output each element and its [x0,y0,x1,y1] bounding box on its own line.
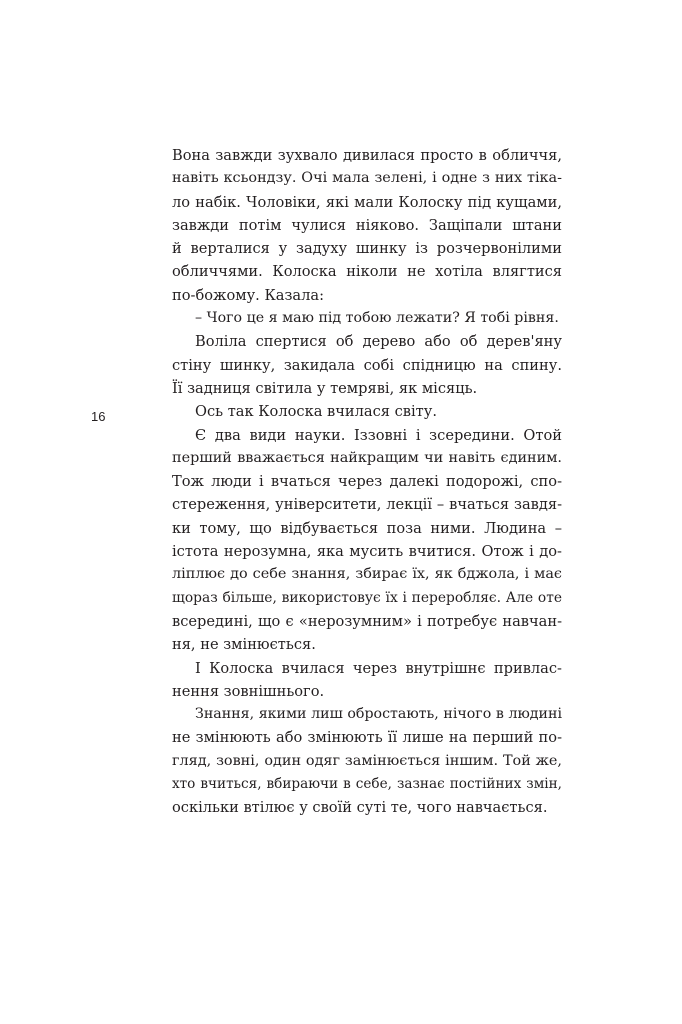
text-line: І Колоска вчилася через внутрішнє привлас- [195,659,562,677]
text-line: Тож люди і вчаться через далекі подорожі, спо- [172,473,562,491]
text-line: й верталися у задуху шинку із розчервонілими [172,240,562,258]
text-line: гляд, зовні, один одяг замінюється іншим. Той же, [172,752,562,769]
text-line: нення зовнішнього. [172,682,325,700]
text-line: стіну шинку, закидала собі спідницю на спину. [172,356,562,374]
text-line: не змінюють або змінюють її лише на перший по- [172,729,562,747]
page-number: 16 [91,409,106,424]
paragraph [172,703,562,819]
paragraph [172,307,562,330]
text-line: стереження, університети, лекції – вчаться завдя- [172,496,562,514]
text-line: ло набік. Чоловіки, які мали Колоску під кущами, [172,193,562,211]
text-line: Знання, якими лиш обростають, нічого в людині [195,706,562,723]
paragraph [172,400,562,423]
text-line: навіть ксьондзу. Очі мала зелені, і одне з них тіка- [172,170,562,187]
paragraph [172,144,562,307]
text-line: істота нерозумна, яка мусить вчитися. Отож і до- [172,543,562,561]
text-line: щораз більше, використовує їх і переробляє. Але оте [172,589,562,606]
text-line: ліплює до себе знання, збирає їх, як бджола, і має [172,566,562,583]
text-line: ня, не змінюється. [172,636,316,654]
text-line: ки тому, що відбувається поза ними. Людина – [172,519,562,537]
text-line: Воліла спертися об дерево або об дерев'яну [195,333,562,351]
paragraph [172,424,562,657]
text-line: перший вважається найкращим чи навіть єдиним. [172,449,562,466]
text-line: оскільки втілює у своїй суті те, чого навчається. [172,799,548,817]
text-line: Вона завжди зухвало дивилася просто в обличчя, [172,147,562,164]
text-line: хто вчиться, вбираючи в себе, зазнає постійних змін, [172,776,562,793]
text-line: – Чого це я маю під тобою лежати? Я тобі рівня. [195,310,559,327]
paragraph [172,330,562,400]
text-line: завжди потім чулися ніяково. Защіпали штани [172,216,562,234]
text-line: Її задниця світила у темряві, як місяць. [172,379,478,397]
text-line: всередині, що є «нерозумним» і потребує навчан- [172,612,562,630]
text-line: Ось так Колоска вчилася світу. [195,403,437,421]
text-line: обличчями. Колоска ніколи не хотіла влягтися [172,263,562,281]
text-line: по-божому. Казала: [172,286,324,304]
body-text [172,144,562,820]
paragraph [172,657,562,704]
text-line: Є два види науки. Іззовні і зсередини. Отой [195,426,562,444]
